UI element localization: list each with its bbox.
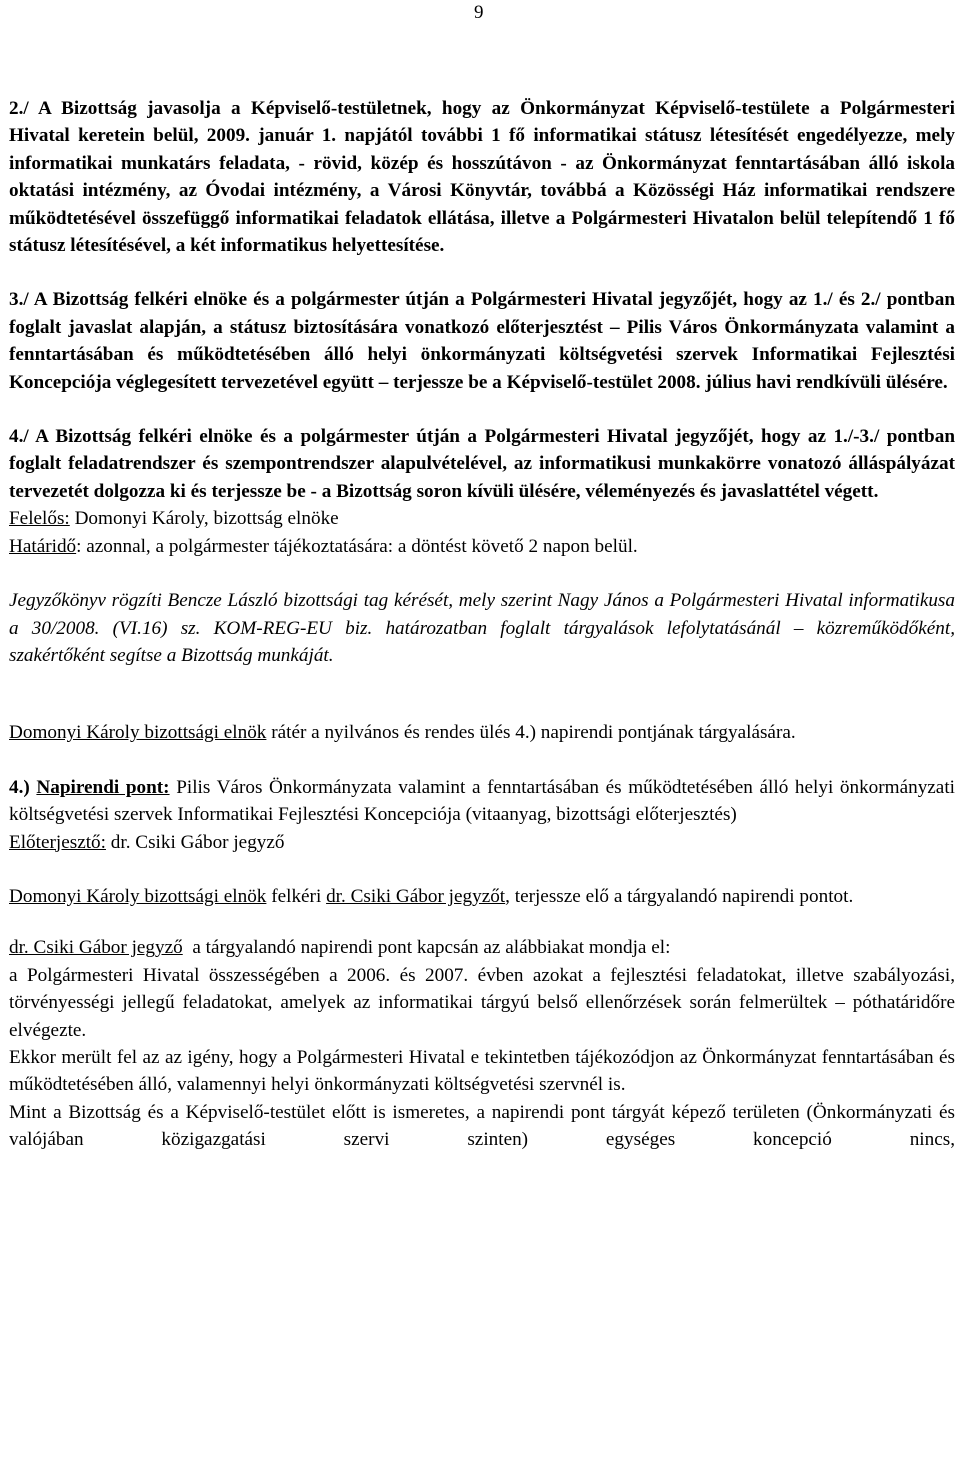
agenda-text: Pilis Város Önkormányzata valamint a fenntartásában és működtetésében álló helyi önkormányzati költségvetési szervek Informatikai Fejlesztési Koncepciója (vitaanyag, bizottsági előterjesztés): [9, 776, 955, 826]
agenda-label: Napirendi pont:: [36, 776, 170, 798]
notary-paragraph-1: a Polgármesteri Hivatal összességében a 2006. és 2007. évben azokat a fejlesztési feladatokat, illetve szabályozási, törvényességi jellegű feladatokat, amelyek az informatikai tárgyú belső ellenőrzések során felmerültek – póthatáridőre elvégezte.: [9, 964, 955, 1041]
presenter-line: [9, 829, 955, 856]
deadline-label: Határidő: [9, 535, 77, 557]
resolution-point-2: [9, 95, 955, 259]
notary-paragraph-2: Ekkor merült fel az az igény, hogy a Polgármesteri Hivatal e tekintetben tájékozódjon az Önkormányzat fenntartásában és működtetésében álló, valamennyi helyi önkormányzati költségvetési szervnél is.: [9, 1046, 955, 1096]
point-4-text: A Bizottság felkéri elnöke és a polgármester útján a Polgármesteri Hivatal jegyzőjét, hogy az 1./-3./ pontban foglalt feladatrendszer és szempontrendszer alapulvételével, az informatikusi munkakörre vonatozó álláspályázat tervezetét dolgozza ki és terjessze be - a Bizottság soron kívüli ülésére, véleményezés és javaslattétel végett.: [9, 426, 955, 502]
request-text: , terjessze elő a tárgyalandó napirendi pontot.: [505, 885, 854, 907]
responsible-label: Felelős:: [9, 508, 70, 530]
request-mid: felkéri: [266, 885, 327, 907]
notary-intro: [9, 934, 955, 961]
point-3-number: 3./: [9, 289, 29, 311]
responsible-text: Domonyi Károly, bizottság elnöke: [69, 508, 339, 530]
presenter-label: Előterjesztő:: [9, 831, 106, 853]
notary-target: dr. Csiki Gábor jegyzőt: [326, 885, 506, 907]
point-3-text: A Bizottság felkéri elnöke és a polgármester útján a Polgármesteri Hivatal jegyzőjét, hogy az 1./ és 2./ pontban foglalt javaslat alapján, a státusz biztosítására vonatkozó előterjesztést – Pilis Város Önkormányzata valamint a fenntartásában és működtetésében álló helyi önkormányzati költségvetési szervek Informatikai Fejlesztési Koncepciója véglegesített tervezetével együtt – terjessze be a Képviselő-testület 2008. július havi rendkívüli ülésére.: [9, 289, 955, 393]
notary-paragraph-3: Mint a Bizottság és a Képviselő-testület előtt is ismeretes, a napirendi pont tárgyát képező területen (Önkormányzati és valójában közigazgatási szervi szinten) egységes koncepció nincs,: [9, 1101, 955, 1151]
document-body: [9, 95, 955, 1154]
chairman-agenda-text: rátér a nyilvános és rendes ülés 4.) napirendi pontjának tárgyalására.: [266, 722, 796, 744]
resolution-point-3: [9, 286, 955, 396]
notary-name: dr. Csiki Gábor jegyző: [9, 937, 183, 959]
point-4-number: 4./: [9, 426, 29, 448]
chairman-name: Domonyi Károly bizottsági elnök: [9, 722, 267, 744]
resolution-point-4: [9, 423, 955, 505]
point-2-text: A Bizottság javasolja a Képviselő-testületnek, hogy az Önkormányzat Képviselő-testülete a Polgármesteri Hivatal keretein belül, 2009. január 1. napjától további 1 fő informatikai státusz létesítését engedélyezze, mely informatikai munkatárs feladata, - rövid, közép és hosszútávon - az Önkormányzat fenntartásában álló iskola oktatási intézmény, az Óvodai intézmény, a Városi Könyvtár, továbbá a Közösségi Ház informatikai rendszere működtetésével összefüggő informatikai feladatok ellátása, illetve a Polgármesteri Hivatalon belül telepítendő 1 fő státusz létesítésével, a két informatikus helyettesítése.: [9, 98, 955, 257]
agenda-number: 4.): [9, 776, 30, 798]
page-number: 9: [474, 2, 484, 23]
agenda-item: [9, 774, 955, 829]
chairman-agenda-paragraph: [9, 719, 955, 746]
deadline-line: [9, 533, 955, 560]
chairman-request-paragraph: [9, 883, 955, 910]
point-2-number: 2./: [9, 98, 29, 119]
notary-intro-text: a tárgyalandó napirendi pont kapcsán az alábbiakat mondja el:: [182, 937, 671, 959]
presenter-text: dr. Csiki Gábor jegyző: [105, 831, 285, 853]
minutes-note: Jegyzőkönyv rögzíti Bencze László bizottsági tag kérését, mely szerint Nagy János a Polgármesteri Hivatal informatikusa a 30/2008. (VI.16) sz. KOM-REG-EU biz. határozatban foglalt tárgyalások lefolytatásánál – közreműködőként, szakértőként segítse a Bizottság munkáját.: [9, 590, 955, 666]
chairman-name-2: Domonyi Károly bizottsági elnök: [9, 885, 267, 907]
responsible-line: [9, 505, 955, 532]
deadline-text: : azonnal, a polgármester tájékoztatására: a döntést követő 2 napon belül.: [76, 535, 638, 557]
